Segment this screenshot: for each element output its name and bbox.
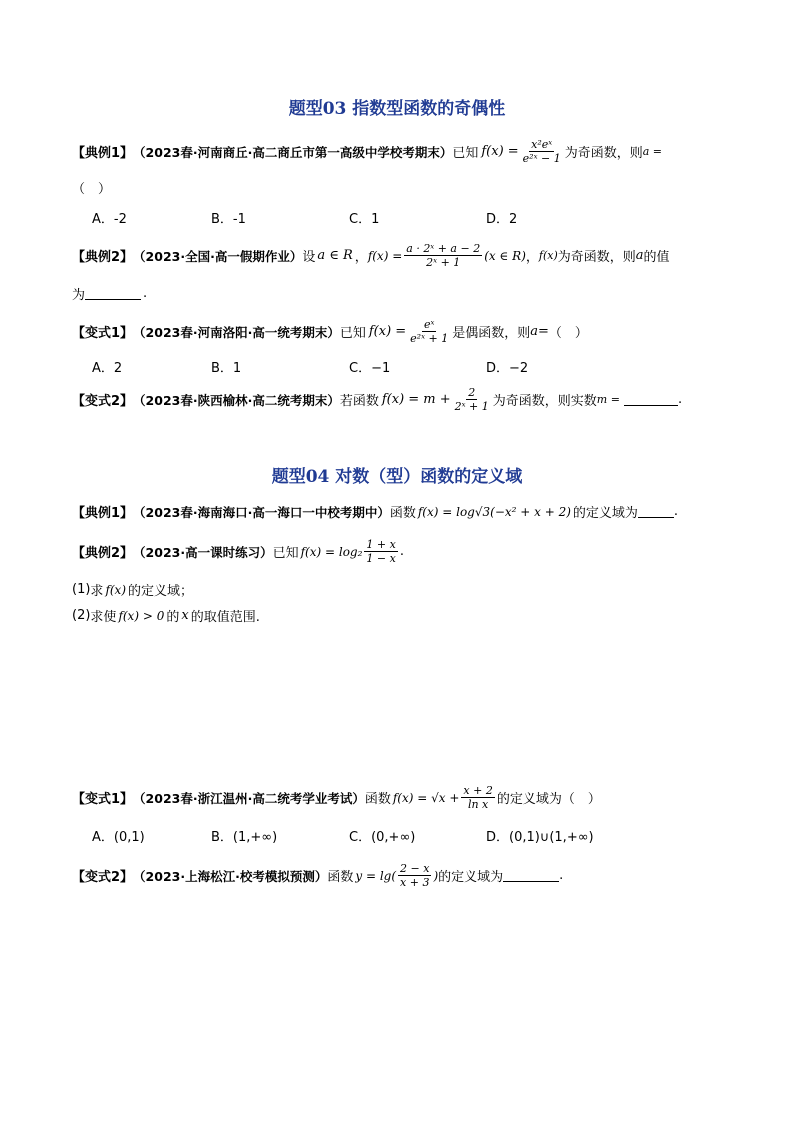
math-function: f(x) xyxy=(538,249,558,262)
question-text: 求 xyxy=(90,584,104,599)
question-example-1 xyxy=(72,502,678,521)
question-text: 函数 xyxy=(389,506,416,521)
question-source: （2023春·河南商丘·高二商丘市第一高级中学校考期末） xyxy=(133,144,453,160)
question-tag: 【变式2】 xyxy=(72,394,134,409)
question-source: （2023·高一课时练习） xyxy=(133,544,273,560)
question-text: 的定义域为 xyxy=(572,506,638,521)
question-source: （2023春·陕西榆林·高二统考期末） xyxy=(133,392,340,408)
question-text: 函数 xyxy=(327,870,354,885)
fraction-numerator: x + 2 xyxy=(463,784,493,797)
option-a: A．2 xyxy=(92,361,123,376)
math-variable: a = xyxy=(642,145,663,158)
question-example-2 xyxy=(72,242,670,269)
answer-paren: （ ） xyxy=(72,182,112,197)
question-variant-1 xyxy=(72,784,601,811)
math-function: f(x) = log₂ xyxy=(300,544,363,559)
math-function: f(x) xyxy=(105,582,127,597)
question-text: 为奇函数，则 xyxy=(557,250,636,265)
question-text: ， xyxy=(354,250,368,265)
fraction-numerator: 2 xyxy=(468,386,476,399)
section-title-2: 题型04 对数（型）函数的定义域 xyxy=(271,467,523,487)
question-example-2 xyxy=(72,538,404,565)
math-function: f(x) = xyxy=(367,248,403,263)
question-text: 的定义域； xyxy=(128,584,194,599)
fraction-denominator: x + 3 xyxy=(400,876,430,889)
question-text: 的取值范围. xyxy=(190,610,260,625)
math-fraction xyxy=(398,862,431,889)
fraction-denominator: ln x xyxy=(467,798,489,811)
question-end: . xyxy=(673,504,679,519)
option-d: D．2 xyxy=(486,212,518,227)
answer-blank[interactable] xyxy=(503,869,559,882)
fraction-denominator: e²ˣ + 1 xyxy=(410,332,449,345)
math-domain: (x ∈ R) xyxy=(484,248,526,263)
sub-question-2 xyxy=(72,606,260,625)
answer-blank[interactable] xyxy=(85,287,141,300)
question-end: . xyxy=(399,544,404,559)
question-tag: 【典例1】 xyxy=(72,506,134,521)
question-text: 为奇函数，则实数 xyxy=(492,394,597,409)
fraction-denominator: 2ˣ + 1 xyxy=(454,400,489,413)
question-tag: 【典例2】 xyxy=(72,546,134,561)
fraction-numerator: 2 − x xyxy=(400,862,430,875)
fraction-numerator: eˣ xyxy=(423,318,435,331)
option-b: B．(1,+∞) xyxy=(211,830,278,845)
question-text: 为奇函数，则 xyxy=(564,146,643,161)
question-variant-2 xyxy=(72,862,563,889)
question-variant-2 xyxy=(72,386,682,413)
question-text: ， xyxy=(525,250,539,265)
question-variant-1 xyxy=(72,318,588,345)
sub-question-label: (2) xyxy=(72,608,91,623)
fraction-numerator: a · 2ˣ + a − 2 xyxy=(406,242,481,255)
question-tag: 【典例1】 xyxy=(72,146,134,161)
math-fraction xyxy=(521,138,563,165)
question-source: （2023·全国·高一假期作业） xyxy=(133,248,303,264)
option-d: D．−2 xyxy=(486,361,529,376)
question-tag: 【变式1】 xyxy=(72,326,134,341)
option-a: A．-2 xyxy=(92,212,127,227)
question-text: 若函数 xyxy=(339,394,379,409)
question-end: . xyxy=(559,868,564,883)
option-b: B．-1 xyxy=(211,212,246,227)
question-continuation xyxy=(72,284,147,303)
section-title-1: 题型03 指数型函数的奇偶性 xyxy=(288,99,506,119)
question-end: . xyxy=(677,392,683,407)
math-fraction xyxy=(408,318,450,345)
math-function: f(x) = √x + xyxy=(392,790,460,805)
question-text: 已知 xyxy=(452,146,479,161)
answer-blank[interactable] xyxy=(638,505,674,518)
answer-paren: （ ） xyxy=(548,326,588,341)
question-text: 求使 xyxy=(90,610,117,625)
question-text: 的 xyxy=(166,610,180,625)
question-text: 为 xyxy=(72,288,86,303)
question-source: （2023春·河南洛阳·高一统考期末） xyxy=(133,324,340,340)
question-text: 是偶函数，则 xyxy=(452,326,531,341)
question-example-1 xyxy=(72,138,662,165)
question-tag: 【变式1】 xyxy=(72,792,134,807)
fraction-denominator: 1 − x xyxy=(366,552,396,565)
question-source: （2023·上海松江·校考模拟预测） xyxy=(133,868,328,884)
question-text: 的值 xyxy=(643,250,670,265)
fraction-denominator: e²ˣ − 1 xyxy=(522,152,561,165)
fraction-denominator: 2ˣ + 1 xyxy=(426,256,461,269)
question-tag: 【典例2】 xyxy=(72,250,134,265)
question-text: 函数 xyxy=(364,792,391,807)
question-text: 已知 xyxy=(272,546,299,561)
fraction-numerator: 1 + x xyxy=(366,538,396,551)
math-variable: x xyxy=(181,608,189,623)
question-text: 的定义域为 xyxy=(438,870,504,885)
sub-question-1 xyxy=(72,580,193,599)
math-function: f(x) = m + xyxy=(381,392,451,407)
math-fraction xyxy=(453,386,491,413)
math-variable: a= xyxy=(530,324,549,339)
option-c: C．(0,+∞) xyxy=(349,830,416,845)
option-a: A．(0,1) xyxy=(92,830,145,845)
math-fraction xyxy=(404,242,482,269)
fraction-numerator: x²eˣ xyxy=(531,138,553,151)
math-function: f(x) = xyxy=(368,324,407,339)
option-b: B．1 xyxy=(211,361,242,376)
sub-question-label: (1) xyxy=(72,582,91,597)
math-fraction xyxy=(461,784,494,811)
math-condition: a ∈ R xyxy=(317,248,353,263)
question-source: （2023春·浙江温州·高二统考学业考试） xyxy=(133,790,365,806)
option-d: D．(0,1)∪(1,+∞) xyxy=(486,830,594,845)
question-text: 设 xyxy=(302,250,316,265)
question-text: 的定义域为（ ） xyxy=(496,792,601,807)
question-tag: 【变式2】 xyxy=(72,870,134,885)
math-variable: a xyxy=(635,248,644,263)
math-function: y = lg( xyxy=(355,868,397,883)
math-function-close: ) xyxy=(433,868,439,883)
question-source: （2023春·海南海口·高一海口一中校考期中） xyxy=(133,504,390,520)
answer-blank[interactable] xyxy=(624,393,678,406)
math-fraction xyxy=(364,538,397,565)
option-c: C．−1 xyxy=(349,361,391,376)
question-end: . xyxy=(143,286,148,301)
math-inequality: f(x) > 0 xyxy=(118,608,165,623)
math-function: f(x) = log√3(−x² + x + 2) xyxy=(417,504,571,519)
math-function: f(x) = xyxy=(481,144,519,159)
math-variable: m = xyxy=(596,393,620,406)
question-text: 已知 xyxy=(339,326,366,341)
option-c: C．1 xyxy=(349,212,380,227)
